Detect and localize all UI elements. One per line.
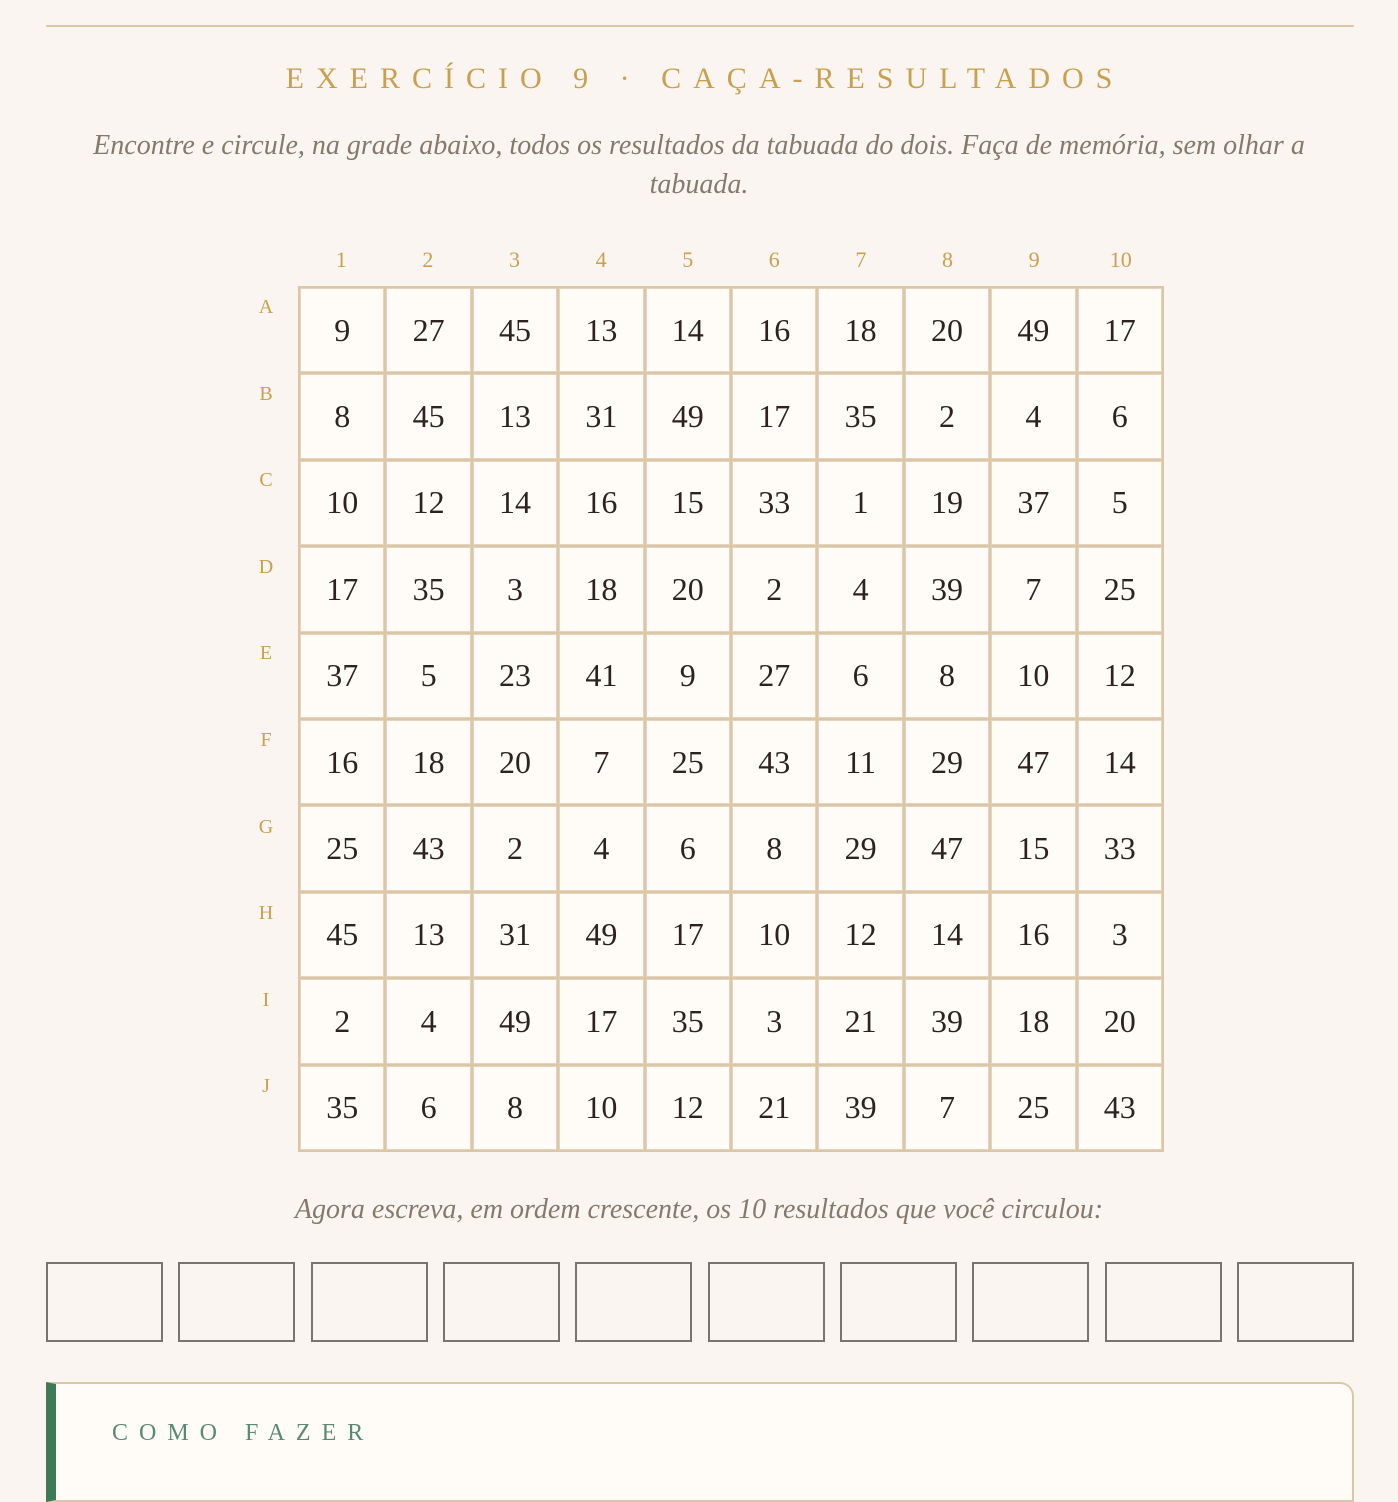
grid-cell[interactable]: 25 [300, 806, 384, 890]
row-header: H [258, 902, 274, 925]
grid-cell[interactable]: 23 [473, 634, 557, 718]
grid-cell[interactable]: 4 [991, 374, 1075, 458]
grid-cell[interactable]: 27 [732, 634, 816, 718]
howto-title: COMO FAZER [112, 1420, 375, 1446]
answer-box[interactable] [575, 1262, 692, 1342]
grid-cell[interactable]: 10 [732, 893, 816, 977]
row-header: F [260, 728, 272, 751]
grid-cell[interactable]: 16 [300, 720, 384, 804]
grid-cell[interactable]: 5 [1078, 461, 1162, 545]
grid-cell[interactable]: 10 [991, 634, 1075, 718]
grid-cell[interactable]: 9 [646, 634, 730, 718]
howto-panel [46, 1382, 1354, 1502]
column-header: 8 [941, 247, 953, 272]
grid-cell[interactable]: 12 [646, 1066, 730, 1150]
grid-cell[interactable]: 47 [905, 806, 989, 890]
grid-cell[interactable]: 45 [386, 374, 470, 458]
grid-cell[interactable]: 37 [991, 461, 1075, 545]
column-header: 6 [768, 247, 780, 272]
column-header: 5 [682, 247, 694, 272]
grid-cell[interactable]: 17 [732, 374, 816, 458]
row-header: B [259, 382, 273, 405]
grid-cell[interactable]: 16 [559, 461, 643, 545]
grid-cell[interactable]: 21 [818, 979, 902, 1063]
grid-cell[interactable]: 8 [732, 806, 816, 890]
grid-cell[interactable]: 18 [818, 288, 902, 372]
answer-box[interactable] [1237, 1262, 1354, 1342]
grid-cell[interactable]: 4 [386, 979, 470, 1063]
grid-cell[interactable]: 6 [818, 634, 902, 718]
column-header: 2 [422, 247, 434, 272]
column-header: 4 [595, 247, 607, 272]
grid-cell[interactable]: 31 [559, 374, 643, 458]
grid-cell[interactable]: 12 [386, 461, 470, 545]
grid-cell[interactable]: 29 [905, 720, 989, 804]
grid-cell[interactable]: 43 [386, 806, 470, 890]
grid-cell[interactable]: 29 [818, 806, 902, 890]
column-header: 1 [335, 247, 347, 272]
grid-cell[interactable]: 25 [646, 720, 730, 804]
grid-cell[interactable]: 7 [991, 547, 1075, 631]
grid-cell[interactable]: 13 [386, 893, 470, 977]
answer-prompt: Agora escreva, em ordem crescente, os 10 resultados que você circulou: [294, 1194, 1104, 1225]
grid-cell[interactable]: 39 [905, 547, 989, 631]
grid-cell[interactable]: 6 [1078, 374, 1162, 458]
grid-cell[interactable]: 3 [473, 547, 557, 631]
grid-cell[interactable]: 14 [1078, 720, 1162, 804]
grid-cell[interactable]: 9 [300, 288, 384, 372]
grid-cell[interactable]: 16 [732, 288, 816, 372]
grid-cell[interactable]: 7 [905, 1066, 989, 1150]
grid-cell[interactable]: 4 [818, 547, 902, 631]
grid-cell[interactable]: 49 [646, 374, 730, 458]
row-header: E [259, 642, 273, 665]
grid-cell[interactable]: 20 [646, 547, 730, 631]
grid-cell[interactable]: 2 [732, 547, 816, 631]
grid-cell[interactable]: 4 [559, 806, 643, 890]
answer-box[interactable] [46, 1262, 163, 1342]
grid-cell[interactable]: 12 [1078, 634, 1162, 718]
grid-cell[interactable]: 17 [646, 893, 730, 977]
grid-cell[interactable]: 10 [559, 1066, 643, 1150]
exercise-title: EXERCÍCIO 9 · CAÇA-RESULTADOS [285, 62, 1125, 95]
grid-cell[interactable]: 20 [473, 720, 557, 804]
grid-cell[interactable]: 1 [818, 461, 902, 545]
answer-box[interactable] [311, 1262, 428, 1342]
grid-cell[interactable]: 19 [905, 461, 989, 545]
grid-cell[interactable]: 35 [818, 374, 902, 458]
row-header: D [258, 555, 274, 578]
grid-cell[interactable]: 17 [1078, 288, 1162, 372]
grid-cell[interactable]: 25 [1078, 547, 1162, 631]
row-header: A [258, 296, 274, 318]
grid-cell[interactable]: 6 [386, 1066, 470, 1150]
grid-cell[interactable]: 20 [905, 288, 989, 372]
column-header: 7 [855, 247, 867, 272]
grid-cell[interactable]: 21 [732, 1066, 816, 1150]
answer-boxes [46, 1262, 1354, 1342]
grid-cell[interactable]: 47 [991, 720, 1075, 804]
grid-cell[interactable]: 5 [386, 634, 470, 718]
grid-cell[interactable]: 18 [386, 720, 470, 804]
grid-cell[interactable]: 17 [559, 979, 643, 1063]
grid-cell[interactable]: 35 [646, 979, 730, 1063]
grid-cell[interactable]: 15 [991, 806, 1075, 890]
answer-box[interactable] [1105, 1262, 1222, 1342]
grid-cell[interactable]: 45 [300, 893, 384, 977]
row-headers [246, 286, 286, 1152]
grid-cell[interactable]: 27 [386, 288, 470, 372]
grid-cell[interactable]: 20 [1078, 979, 1162, 1063]
answer-box[interactable] [443, 1262, 560, 1342]
column-header: 3 [508, 247, 520, 272]
grid-cell[interactable]: 12 [818, 893, 902, 977]
grid-cell[interactable]: 8 [473, 1066, 557, 1150]
grid-cell[interactable]: 2 [300, 979, 384, 1063]
grid-cell[interactable]: 10 [300, 461, 384, 545]
answer-box[interactable] [972, 1262, 1089, 1342]
grid-cell[interactable]: 45 [473, 288, 557, 372]
grid-cell[interactable]: 8 [905, 634, 989, 718]
grid-cell[interactable]: 2 [905, 374, 989, 458]
grid-cell[interactable]: 2 [473, 806, 557, 890]
grid-cell[interactable]: 39 [905, 979, 989, 1063]
grid-cell[interactable]: 13 [559, 288, 643, 372]
grid-cell[interactable]: 35 [300, 1066, 384, 1150]
grid-cell[interactable]: 33 [1078, 806, 1162, 890]
grid-cell[interactable]: 11 [818, 720, 902, 804]
row-header: I [262, 988, 270, 1011]
answer-box[interactable] [708, 1262, 825, 1342]
grid-cell[interactable]: 37 [300, 634, 384, 718]
number-grid [298, 286, 1164, 1152]
grid-cell[interactable]: 33 [732, 461, 816, 545]
column-headers [298, 247, 1164, 279]
grid-cell[interactable]: 18 [559, 547, 643, 631]
grid-cell[interactable]: 16 [991, 893, 1075, 977]
row-header: J [262, 1075, 270, 1098]
grid-cell[interactable]: 8 [300, 374, 384, 458]
grid-cell[interactable]: 17 [300, 547, 384, 631]
answer-box[interactable] [840, 1262, 957, 1342]
grid-cell[interactable]: 25 [991, 1066, 1075, 1150]
row-header: C [259, 469, 273, 492]
grid-cell[interactable]: 3 [732, 979, 816, 1063]
grid-cell[interactable]: 7 [559, 720, 643, 804]
grid-cell[interactable]: 14 [905, 893, 989, 977]
grid-cell[interactable]: 18 [991, 979, 1075, 1063]
grid-cell[interactable]: 14 [473, 461, 557, 545]
grid-cell[interactable]: 41 [559, 634, 643, 718]
grid-cell[interactable]: 49 [473, 979, 557, 1063]
grid-cell[interactable]: 13 [473, 374, 557, 458]
column-header: 10 [1109, 247, 1132, 272]
row-header: G [258, 815, 274, 838]
grid-cell[interactable]: 39 [818, 1066, 902, 1150]
grid-cell[interactable]: 49 [991, 288, 1075, 372]
answer-box[interactable] [178, 1262, 295, 1342]
grid-cell[interactable]: 43 [1078, 1066, 1162, 1150]
grid-cell[interactable]: 15 [646, 461, 730, 545]
exercise-instructions: Encontre e circule, na grade abaixo, todos os resultados da tabuada do dois. Faça de memória, sem olhar a tabuada. [93, 130, 1305, 200]
grid-cell[interactable]: 6 [646, 806, 730, 890]
grid-cell[interactable]: 49 [559, 893, 643, 977]
grid-cell[interactable]: 43 [732, 720, 816, 804]
grid-cell[interactable]: 31 [473, 893, 557, 977]
grid-cell[interactable]: 14 [646, 288, 730, 372]
grid-cell[interactable]: 3 [1078, 893, 1162, 977]
grid-cell[interactable]: 35 [386, 547, 470, 631]
column-header: 9 [1028, 247, 1040, 272]
top-divider [46, 25, 1354, 27]
